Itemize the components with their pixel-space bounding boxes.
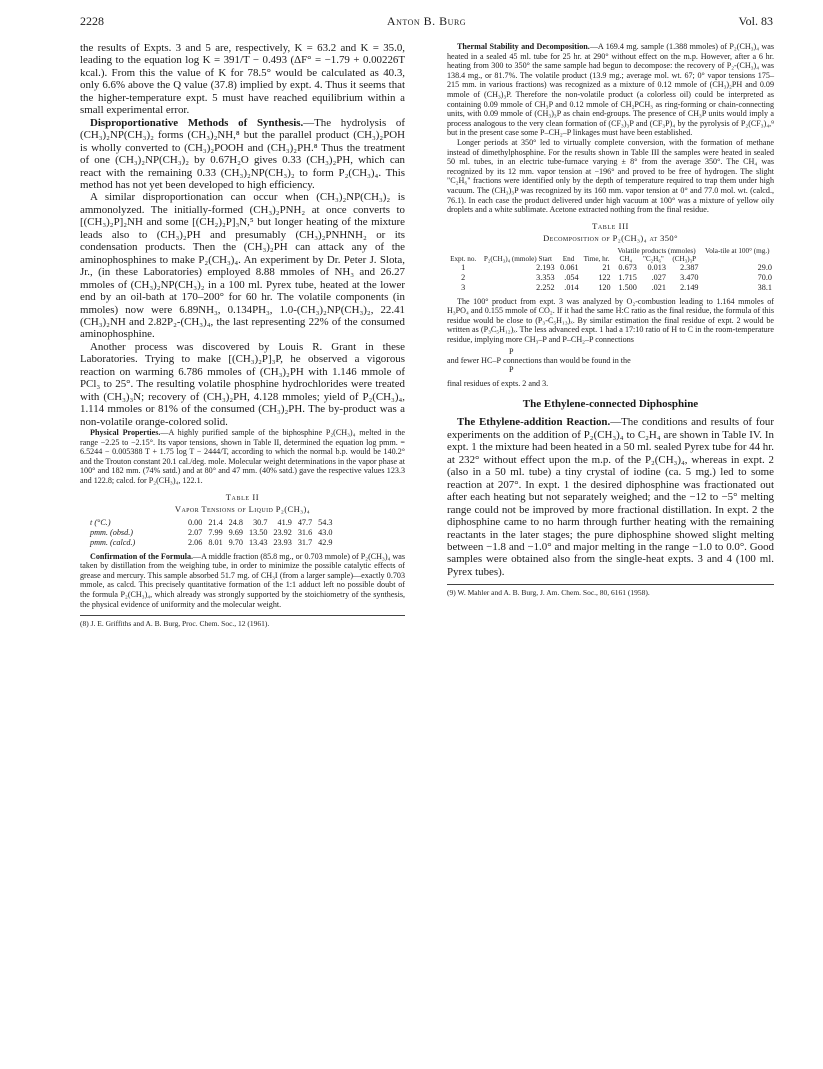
volume-label: Vol. 83	[738, 14, 773, 28]
right-column	[447, 42, 774, 597]
table-cell: 70.0	[757, 272, 772, 282]
table-cell: .014	[564, 282, 579, 292]
table-cell: 2.07	[188, 527, 203, 537]
heading-physical-properties: Physical Properties.	[90, 428, 161, 438]
table-cell: 0.013	[647, 262, 666, 272]
connection-formula-line	[447, 347, 774, 375]
table-header: Time, hr.	[583, 254, 610, 263]
table-cell: 31.7	[297, 537, 313, 547]
table-cell: 54.3	[318, 517, 333, 527]
formula-pre-text: and fewer HC	[447, 356, 493, 366]
heading-ethylene-addition: The Ethylene-addition Reaction.	[457, 416, 611, 429]
table-cell: 21.4	[208, 517, 223, 527]
table-cell: 2.193	[536, 262, 555, 272]
table-cell: 41.9	[277, 517, 292, 527]
table-row-label: pmm. (obsd.)	[90, 527, 133, 537]
table-cell: 23.93	[273, 537, 292, 547]
table-cell: 0.673	[618, 262, 637, 272]
table-cell: 122	[598, 272, 611, 282]
table-cell: .027	[651, 272, 666, 282]
table-cell: 1	[461, 262, 466, 272]
left-paragraph-2-text: —The hydrolysis of (CH₃)₂NP(CH₃)₂ forms (CH₃)₂NH,⁸ but the parallel product (CH₃)₂POH is wholly converted to (CH₃)₂POOH and (CH₃)₂PH.⁸ Thus the treatment of one (CH₃)₂NP(CH₃)₂ by 0.67H₂O gives 0.33 (CH₃)₂PH, which can react with the remaining 0.33 (CH₃)₂NP(CH₃)₂ to form P₂(CH₃)₄. This method has not yet been developed to high efficiency.	[80, 116, 405, 191]
table-2-caption: Table II	[225, 491, 260, 502]
table-cell: 38.1	[757, 282, 772, 292]
table-cell: 13.50	[248, 527, 268, 537]
formula-lower-p: P	[509, 365, 514, 375]
left-paragraph-6	[80, 552, 405, 610]
table-2-title: Vapor Tensions of Liquid P₂(CH₃)₄	[174, 503, 311, 514]
table-3	[447, 247, 774, 293]
left-paragraph-2	[80, 117, 405, 192]
table-3-caption: Table III	[592, 220, 629, 231]
table-header: Vola-tile at 100° (mg.)	[704, 246, 770, 255]
table-cell: .054	[564, 272, 579, 282]
table-cell: 23.92	[273, 527, 292, 537]
formula-post-text: connections than would be found in the	[503, 356, 631, 366]
left-paragraph-6-text: —A middle fraction (85.8 mg., or 0.703 mmole) of P₂(CH₃)₄ was taken by distillation from the weighing tube, in order to minimize the possible catalytic effects of grease and mercury. This sample absorbed 51.7 mg. of CH₃I (from a larger sample)—exactly 0.703 mmole, as calcd. This precisely quantitative formation of the 1:1 adduct left no possible doubt of the formula P₂(CH₃)₄, which already was strongly supported by the stoichiometry of the synthesis, the physical evidence of uniformity and the molecular weight.	[80, 551, 405, 609]
table-cell: 7.99	[208, 527, 223, 537]
table-cell: 2.252	[536, 282, 555, 292]
table-cell: 21	[602, 262, 611, 272]
table-cell: 2.387	[680, 262, 699, 272]
right-paragraph-4-text: —The conditions and results of four experiments on the addition of P₂(CH₃)₄ to C₂H₄ are shown in Table IV. In expt. 1 the mixture had been heated in a 50 ml. sealed Pyrex tube for 44 hr. at 232° without effect upon the m.p. of the P₂(CH₃)₄, whereas in expt. 2 (also in a 50 ml. tube) a tiny crystal of iodine (ca. 5 mg.) led to some reaction at 207°. In expt. 1 the desired diphosphine was fractionated out after each heating but not separately weighed; and the −12 to −5° melting range could not be improved by more fractional distillation. In expt. 2 the diphosphine came to no harm through further heating with the remaining reactants in the later stages; the pure diphosphine showed slight melting between −1.8 and −1.0° and major melting in the range −1.0 to 0.0°. Good samples were obtained also from the single-heat expts. 3 and 4 (100 ml. Pyrex tubes).	[447, 416, 775, 578]
right-paragraph-2: Longer periods at 350° led to virtually complete conversion, with the formation of methane instead of dimethylphosphine. For the results shown in Table III the samples were heated in sealed 50 ml. tubes, in an electric tube-furnace varying ± 8° from the average 350°. The CH₄ was recognized by its 12 mm. vapor tension at −196° and proved to be free of hydrogen. The slight "C₂H₆" fractions were identified only by the depth of temperature required to trap them under high vacuum. The (CH₃)₃P was recognized by its 160 mm. vapor tension at 0° and 77.0 mol. wt. (calcd., 76.1). In each case the product delivered under high vacuum at 100° was a mixture of yellow oily droplets and a white sublimate. Acetone extracted nothing from the final residue.	[447, 137, 774, 215]
right-paragraph-3: The 100° product from expt. 3 was analyzed by O₂-combustion leading to 1.164 mmoles of H₃PO₄ and 0.155 mmole of CO₂. If it had the same H:C ratio as the final residue, the formula of this residue would be close to (P₃-C₅H₁₃)ₓ. By similar estimation the final residue of expt. 2 would be written as (P₃C₅H₁₂)ₓ. The less advanced expt. 1 had a 17:10 ratio of H to C in the room-temperature residue, implying more CH₃–P and P–CH₂–P connections	[447, 296, 774, 345]
left-column	[80, 42, 405, 628]
table-cell: 2	[461, 272, 466, 282]
table-header: "C₂H₆"	[642, 254, 664, 263]
table-row-label: pmm. (calcd.)	[90, 537, 136, 547]
right-paragraph-3-end: final residues of expts. 2 and 3.	[447, 378, 549, 388]
table-row	[447, 283, 774, 293]
table-header: CH₄	[619, 254, 632, 263]
formula-upper-p: P	[509, 346, 514, 356]
table-cell: 120	[598, 282, 611, 292]
table-cell: 31.6	[297, 527, 313, 537]
heading-confirmation: Confirmation of the Formula.	[90, 551, 194, 561]
table-cell: 47.7	[297, 517, 313, 527]
table-cell: 43.0	[318, 527, 333, 537]
formula-bond: –P	[492, 356, 501, 366]
table-cell: 24.8	[228, 517, 243, 527]
table-cell: 13.43	[248, 537, 268, 547]
table-row	[90, 518, 338, 528]
table-header-row	[447, 255, 774, 263]
right-paragraph-1	[447, 42, 774, 138]
left-paragraph-3: A similar disproportionation can occur when (CH₃)₂NP(CH₃)₂ is ammonolyzed. The initially-formed (CH₃)₂PNH₂ at once converts to [(CH₃)₂P]₂NH and some [(CH₂)₂P]₃N,⁵ but longer heating of the mixture leads also to (CH₃)₂PH and presumably (CH₃)₂PNHNH₂ or its condensation products. Then the (CH₃)₂PH can attack any of the aminophosphines to make P₂(CH₃)₄. An experiment by Dr. Peter J. Slota, Jr., (in these Laboratories) employed 8.88 mmoles of NH₃ and 26.27 mmoles of (CH₃)₂NP(CH₃)₂ in a 100 ml. Pyrex tube, heated at the lower end by an oil-bath at 170–200° for 60 hr. The volatile components (in mmoles) now were 6.89NH₃, 0.134PH₃, 1.0-(CH₃)₂NP(CH₃)₂, 22.41 (CH₃)₂NH and 2.82P₂-(CH₃)₄, the last representing 22% of the consumed aminophosphine.	[80, 191, 405, 341]
table-cell: 2.06	[188, 537, 203, 547]
table-cell: 3.470	[680, 272, 699, 282]
table-header: (CH₃)₃P	[672, 254, 697, 263]
table-cell: 3	[461, 282, 466, 292]
heading-thermal-stability: Thermal Stability and Decomposition.	[457, 42, 590, 51]
table-row	[447, 263, 774, 273]
table-row-label: t (°C.)	[90, 517, 111, 527]
table-cell: 8.01	[208, 537, 223, 547]
section-title: The Ethylene-connected Diphosphine	[522, 398, 699, 411]
table-row	[447, 273, 774, 283]
table-2	[90, 518, 338, 548]
table-cell: 3.353	[536, 272, 555, 282]
table-header: P₂(CH₃)₄ (mmole) Start	[483, 254, 553, 263]
page-header	[80, 14, 773, 30]
table-cell: .021	[651, 282, 666, 292]
table-cell: 1.500	[618, 282, 637, 292]
table-group-header-row	[447, 247, 774, 255]
table-header: End	[562, 254, 575, 263]
table-row	[90, 538, 338, 548]
table-cell: 2.149	[680, 282, 699, 292]
table-group-header: Volatile products (mmoles)	[617, 246, 696, 255]
left-paragraph-5-text: —A highly purified sample of the biphosphine P₂(CH₃)₄ melted in the range −2.25 to −2.15°. Its vapor tensions, shown in Table II, determined the equation log pmm. = 6.5244 − 0.005388 T + 1.75 log T − 2444/T, according to which the normal b.p. would be 140.2° and the Trouton constant 20.1 cal./deg. mole. Molecular weight determinations in the vapor phase at 100° and 182 mm. (74% satd.) and at 80° and 47 mm. (40% satd.) gave the respective values 123.3 and 122.8; calcd. for P₂(CH₃)₄, 122.1.	[80, 428, 405, 486]
table-cell: 9.70	[228, 537, 243, 547]
right-paragraph-1-text: —A 169.4 mg. sample (1.388 mmoles) of P₂(CH₃)₄ was heated in a sealed 45 ml. tube for 25 hr. at 290° without effect on the m.p. However, after a 6 hr. heating from 300 to 350° the same sample had begun to decompose: the recovery of P₂-(CH₃)₄ was 138.4 mg., or 81.7%. The volatile product (13.9 mg.; average mol. wt. 67; 0° vapor tensions 175–215 mm. in various fractions) was recognized as a mixture of 0.12 mmole of (CH₃)₂PH and 0.09 mmole of (CH₃)₃P. Therefore the non-volatile product (a colorless oil) could be interpreted as containing 0.09 mmole of CH₃P and 0.12 mmole of CH₂PCH₃ as ring-forming or chain-connecting units, with 0.09 mmole of (CH₃)₃P as chain end-groups. The presence of CH₃P units would imply a process analogous to the very clean formation of (CF₃)₃P and (CF₃P)₄ by the pyrolysis of P₂(CF₃)₄,⁹ but in the present case some P–CH₂–P linkages must have been established.	[447, 42, 775, 138]
page-number: 2228	[80, 14, 104, 28]
running-author: Anton B. Burg	[386, 14, 467, 28]
table-3-title: Decomposition of P₂(CH₃)₄ at 350°	[543, 232, 678, 243]
left-paragraph-1: the results of Expts. 3 and 5 are, respectively, K = 63.2 and K = 35.0, leading to the equation log K = 391/T − 0.493 (ΔF° = −1.79 + 0.00226T kcal.). From this the value of K for 78.5° would be calculated as 40.3, only 6.6% above the Q value (37.8) implied by expt. 4. Thus it seems that the higher-temperature expt. 5 must have reached equilibrium within a small experimental error.	[80, 42, 405, 117]
table-cell: 29.0	[757, 262, 772, 272]
table-cell: 1.715	[618, 272, 637, 282]
table-cell: 9.69	[228, 527, 243, 537]
left-paragraph-5	[80, 428, 405, 486]
table-cell: 30.7	[253, 517, 268, 527]
table-header: Expt. no.	[450, 254, 477, 263]
footnote-8: (8) J. E. Griffiths and A. B. Burg, Proc. Chem. Soc., 12 (1961).	[80, 615, 405, 628]
table-row	[90, 528, 338, 538]
right-paragraph-4	[447, 416, 774, 578]
table-cell: 0.00	[188, 517, 203, 527]
left-paragraph-4: Another process was discovered by Louis R. Grant in these Laboratories. Trying to make [(CH₃)₂P]₃P, he observed a vigorous reaction on warming 6.786 mmoles of (CH₃)₂PH with 1.146 mmole of PCl₃ to 25°. The resulting volatile phosphine hydrochlorides were treated with (CH₃)₃N; recovery of (CH₃)₂PH, 4.128 mmoles; yield of P₂(CH₃)₄, 1.114 mmoles or 81% of the consumed (CH₃)₂PH. The by-product was a non-volatile orange-colored solid.	[80, 340, 405, 428]
table-cell: 0.061	[560, 262, 579, 272]
table-cell: 42.9	[318, 537, 333, 547]
footnote-9: (9) W. Mahler and A. B. Burg, J. Am. Chem. Soc., 80, 6161 (1958).	[447, 584, 774, 597]
heading-disproportionative: Disproportionative Methods of Synthesis.	[90, 116, 304, 129]
